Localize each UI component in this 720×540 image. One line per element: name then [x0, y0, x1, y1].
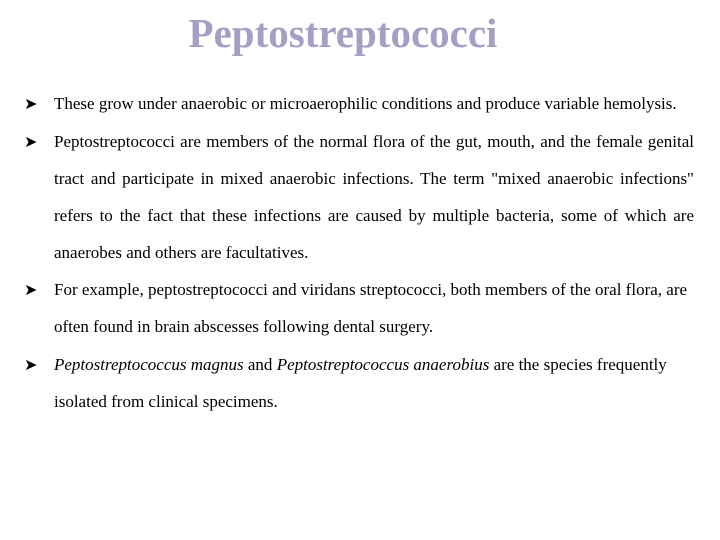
bullet-text: For example, peptostreptococci and viridans streptococci, both members of the oral flora, are often found in brain abscesses following dental surgery.: [54, 280, 688, 336]
bullet-text: These grow under anaerobic or microaerophilic conditions and produce variable hemolysis.: [54, 94, 677, 113]
bullet-item: [24, 346, 694, 420]
arrow-bullet-icon: ➤: [24, 280, 38, 299]
arrow-bullet-icon: ➤: [24, 94, 38, 113]
bullet-text: are the species frequently isolated from clinical specimens.: [54, 355, 667, 411]
species-name-magnus: Peptostreptococcus magnus: [54, 355, 244, 374]
bullet-item: [24, 271, 694, 345]
bullet-item: [24, 123, 694, 271]
arrow-bullet-icon: ➤: [24, 132, 38, 151]
bullet-text: Peptostreptococci are members of the normal flora of the gut, mouth, and the female genital tract and participate in mixed anaerobic infections. The term "mixed anaerobic infections" refers to the fact that these infections are caused by multiple bacteria, some of which are anaerobes and others are facultatives.: [54, 132, 694, 262]
bullet-item: [24, 85, 694, 122]
page-title: Peptostreptococci: [188, 10, 498, 56]
species-name-anaerobius: Peptostreptococcus anaerobius: [276, 355, 490, 374]
bullet-list: [24, 85, 694, 420]
arrow-bullet-icon: ➤: [24, 355, 38, 374]
bullet-connector: and: [247, 355, 273, 374]
